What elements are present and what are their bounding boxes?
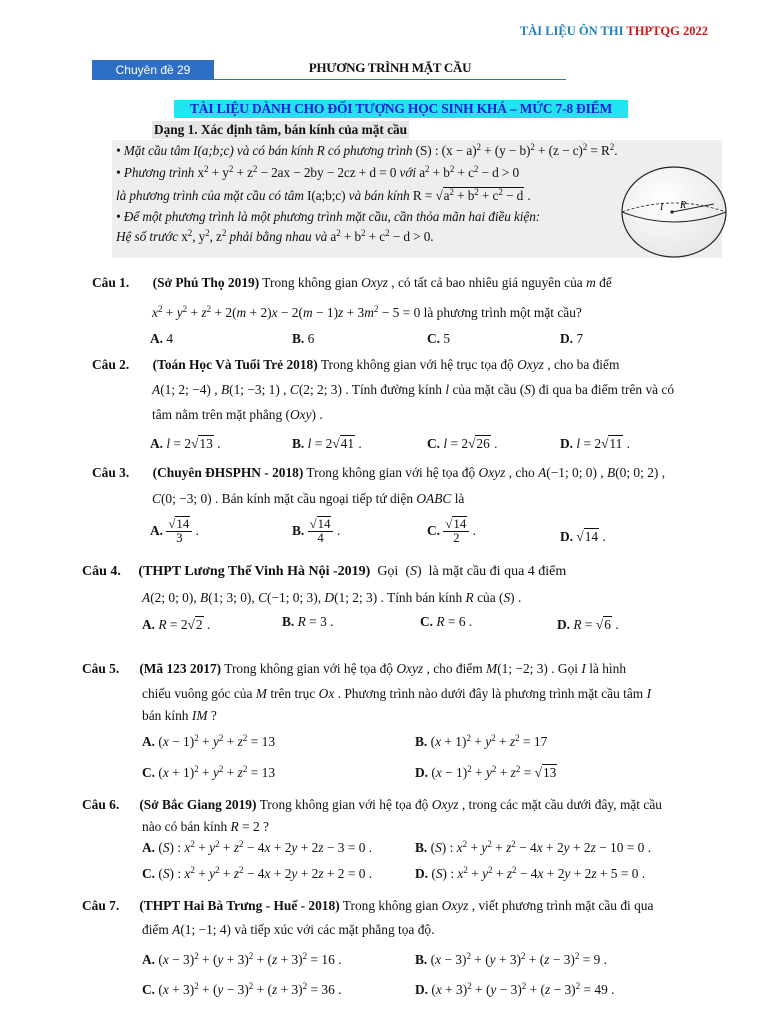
- question-text: , viết phương trình mặt cầu đi qua: [471, 898, 654, 913]
- question-label: Câu 4.: [82, 564, 121, 579]
- question-text: . Gọi: [551, 661, 579, 676]
- answer-option[interactable]: C. $\frac{√14}{2}$ .: [427, 517, 476, 546]
- question-1-line-2: $x^2 + y^2 + z^2 + 2(m + 2)x - 2(m - 1)z + 3m^2 - 5 = 0$ là phương trình một mặt cầu?: [152, 304, 582, 320]
- question-label: Câu 5.: [82, 661, 120, 676]
- answer-option[interactable]: B. (S) : $x^2 + y^2 + z^2 - 4x + 2y + 2z - 10 = 0$ .: [415, 839, 652, 855]
- question-label: Câu 6.: [82, 797, 120, 812]
- answer-option[interactable]: B. R = 3 .: [282, 614, 334, 629]
- answer-option[interactable]: C. $(x + 3)^2 + (y - 3)^2 + (z + 3)^2 = 36$ .: [142, 981, 342, 997]
- theory-line-2: • Phương trình $x^2 + y^2 + z^2 - 2ax - 2by - 2cz + d = 0$ với $a^2 + b^2 + c^2 - d > 0$: [116, 164, 520, 180]
- question-text: Trong không gian với hệ tọa độ: [306, 465, 476, 480]
- question-6-line-2: nào có bán kính R = 2 ?: [142, 819, 269, 834]
- question-source: (Chuyên ĐHSPHN - 2018): [152, 465, 304, 480]
- question-source: (THPT Hai Bà Trưng - Huế - 2018): [139, 898, 340, 913]
- answer-option[interactable]: D. R = √6 .: [557, 617, 619, 632]
- answer-option[interactable]: A. $\frac{√14}{3}$ .: [150, 517, 199, 546]
- question-text: là mặt cầu đi qua 4 điểm: [428, 564, 567, 579]
- question-source: (Sở Phú Thọ 2019): [152, 275, 260, 290]
- answer-option[interactable]: C. R = 6 .: [420, 614, 473, 629]
- answer-option[interactable]: D. (S) : $x^2 + y^2 + z^2 - 4x + 2y + 2z + 5 = 0$ .: [415, 865, 646, 881]
- level-banner: TÀI LIỆU DÀNH CHO ĐỐI TƯỢNG HỌC SINH KHÁ – MỨC 7-8 ĐIỂM: [174, 100, 628, 118]
- question-text: điểm: [142, 922, 169, 937]
- answer-option[interactable]: C. $(x + 1)^2 + y^2 + z^2 = 13$: [142, 764, 276, 780]
- theory-text: và có bán kính: [236, 143, 314, 158]
- question-2-line-2: A(1; 2; −4) , B(1; −3; 1) , C(2; 2; 3) . Tính đường kính l của mặt cầu (S) đi qua ba điểm trên và có: [152, 382, 675, 397]
- theory-text: là phương trình của mặt cầu có tâm: [116, 188, 304, 203]
- question-label: Câu 3.: [92, 465, 130, 480]
- question-2-line-1: Câu 2. (Toán Học Và Tuổi Trẻ 2018) Trong không gian với hệ trục tọa độ Oxyz , cho ba điểm: [92, 357, 620, 372]
- answer-option[interactable]: B. $(x + 1)^2 + y^2 + z^2 = 17$: [415, 733, 548, 749]
- answer-option[interactable]: B. l = 2√41 .: [292, 436, 362, 451]
- answer-option[interactable]: A. R = 2√2 .: [142, 617, 211, 632]
- question-7-line-2: điểm A(1; −1; 4) và tiếp xúc với các mặt phẳng tọa độ.: [142, 922, 435, 937]
- question-text: , cho điểm: [426, 661, 483, 676]
- doc-label: TÀI LIỆU ÔN THI: [519, 24, 624, 38]
- answer-option[interactable]: D. l = 2√11 .: [560, 436, 631, 451]
- exam-label: THPTQG 2022: [626, 24, 708, 38]
- question-label: Câu 7.: [82, 898, 120, 913]
- question-3-line-2: C(0; −3; 0) . Bán kính mặt cầu ngoại tiếp tứ diện OABC là: [152, 491, 465, 506]
- theory-text: Phương trình: [123, 165, 195, 180]
- sphere-center-label: I: [660, 202, 664, 213]
- question-2-line-3: tâm nằm trên mặt phẳng (Oxy) .: [152, 407, 323, 422]
- answer-option[interactable]: A. (S) : $x^2 + y^2 + z^2 - 4x + 2y + 2z - 3 = 0$ .: [142, 839, 373, 855]
- question-text: . Tính bán kính: [380, 590, 463, 605]
- theory-text: Hệ số trước: [116, 229, 178, 244]
- answer-option[interactable]: D. $(x - 1)^2 + y^2 + z^2 = √13$: [415, 764, 557, 780]
- question-label: Câu 1.: [92, 275, 130, 290]
- answer-option[interactable]: D. 7: [560, 331, 584, 346]
- bullet: •: [116, 209, 121, 224]
- answer-option[interactable]: D. √14 .: [560, 529, 606, 544]
- question-text: Trong không gian với hệ tọa độ: [259, 797, 429, 812]
- theory-line-4: [116, 209, 540, 225]
- question-source: (Mã 123 2017): [139, 661, 222, 676]
- theory-text: và bán kính: [348, 188, 410, 203]
- theory-text: với: [399, 165, 416, 180]
- answer-option[interactable]: C. (S) : $x^2 + y^2 + z^2 - 4x + 2y + 2z + 2 = 0$ .: [142, 865, 373, 881]
- question-text: Trong không gian: [262, 275, 358, 290]
- answer-option[interactable]: D. $(x + 3)^2 + (y - 3)^2 + (z - 3)^2 = 49$ .: [415, 981, 615, 997]
- question-5-line-2: chiếu vuông góc của M trên trục Ox . Phương trình nào dưới đây là phương trình mặt cầu tâm I: [142, 686, 652, 701]
- answer-option[interactable]: B. 6: [292, 331, 315, 346]
- question-5-line-3: bán kính IM ?: [142, 708, 217, 723]
- question-4-line-1: Câu 4. (THPT Lương Thế Vinh Hà Nội -2019) Gọi (S) là mặt cầu đi qua 4 điểm: [82, 564, 567, 579]
- question-text: đi qua ba điểm trên và có: [538, 382, 675, 397]
- topic-title: PHƯƠNG TRÌNH MẶT CẦU: [308, 60, 472, 75]
- question-text: Trong không gian: [342, 898, 439, 913]
- theory-text: Mặt cầu tâm: [123, 143, 190, 158]
- question-text: , trong các mặt cầu dưới đây, mặt cầu: [461, 797, 662, 812]
- question-text: Gọi: [377, 564, 399, 579]
- theory-line-1: • Mặt cầu tâm I(a;b;c) và có bán kính R có phương trình (S) : $(x - a)^2 + (y - b)^2 + (z - c)^2 = R^2$.: [116, 142, 618, 158]
- question-source: (Sở Bắc Giang 2019): [139, 797, 257, 812]
- bullet: •: [116, 165, 121, 180]
- topic-badge: Chuyên đề 29: [92, 60, 214, 80]
- question-text: là hình: [589, 661, 627, 676]
- question-source: (THPT Lương Thế Vinh Hà Nội -2019): [138, 564, 371, 579]
- question-text: . Phương trình nào dưới đây là phương trình mặt cầu tâm: [337, 686, 644, 701]
- bullet: •: [116, 143, 121, 158]
- question-text: . Tính đường kính: [345, 382, 442, 397]
- sphere-radius-label: R: [680, 200, 687, 211]
- answer-option[interactable]: A. l = 2√13 .: [150, 436, 221, 451]
- question-4-line-2: A(2; 0; 0), B(1; 3; 0), C(−1; 0; 3), D(1; 2; 3) . Tính bán kính R của (S) .: [142, 590, 522, 605]
- answer-option[interactable]: C. l = 2√26 .: [427, 436, 498, 451]
- question-1-line-1: Câu 1. (Sở Phú Thọ 2019) Trong không gian Oxyz , có tất cả bao nhiêu giá nguyên của m để: [92, 275, 612, 290]
- question-text: . Bán kính mặt cầu ngoại tiếp tứ diện: [214, 491, 414, 506]
- theory-text: có phương trình: [327, 143, 413, 158]
- answer-option[interactable]: A. $(x - 3)^2 + (y + 3)^2 + (z + 3)^2 = 16$ .: [142, 951, 342, 967]
- question-text: tâm nằm trên mặt phẳng: [152, 407, 283, 422]
- theory-line-3: là phương trình của mặt cầu có tâm I(a;b;c) và bán kính $R = √a^2 + b^2 + c^2 - d$ .: [116, 187, 531, 203]
- header-divider: [214, 79, 566, 80]
- question-text: và tiếp xúc với các mặt phẳng tọa độ.: [234, 922, 435, 937]
- question-text: của: [477, 590, 496, 605]
- question-text: bán kính: [142, 708, 189, 723]
- question-text: chiếu vuông góc của: [142, 686, 253, 701]
- question-text: Trong không gian với hệ tọa độ: [224, 661, 394, 676]
- question-text: của mặt cầu: [452, 382, 517, 397]
- question-text: , có tất cả bao nhiêu giá nguyên của: [391, 275, 583, 290]
- question-text: , cho ba điểm: [547, 357, 620, 372]
- answer-option[interactable]: A. 4: [150, 331, 174, 346]
- question-6-line-1: Câu 6. (Sở Bắc Giang 2019) Trong không gian với hệ tọa độ Oxyz , trong các mặt cầu dưới đây, mặt cầu: [82, 797, 662, 812]
- question-text: là: [454, 491, 465, 506]
- answer-option[interactable]: B. $\frac{√14}{4}$ .: [292, 517, 341, 546]
- question-text: , cho: [508, 465, 535, 480]
- theory-text: phải bằng nhau và: [229, 229, 328, 244]
- document-header-label: [520, 24, 708, 39]
- question-text: trên trục: [270, 686, 316, 701]
- question-text: là phương trình một mặt cầu?: [423, 305, 582, 320]
- question-text: để: [599, 275, 612, 290]
- sphere-diagram: [618, 164, 730, 260]
- theory-text: Để một phương trình là một phương trình mặt cầu, cần thỏa mãn hai điều kiện:: [123, 209, 541, 224]
- question-label: Câu 2.: [92, 357, 130, 372]
- question-text: nào có bán kính: [142, 819, 228, 834]
- answer-option[interactable]: A. $(x - 1)^2 + y^2 + z^2 = 13$: [142, 733, 276, 749]
- question-text: Trong không gian với hệ trục tọa độ: [320, 357, 514, 372]
- question-3-line-1: Câu 3. (Chuyên ĐHSPHN - 2018) Trong không gian với hệ tọa độ Oxyz , cho A(−1; 0; 0) , B(0; 0; 2) ,: [92, 465, 666, 480]
- question-7-line-1: Câu 7. (THPT Hai Bà Trưng - Huế - 2018) Trong không gian Oxyz , viết phương trình mặt cầu đi qua: [82, 898, 654, 913]
- question-source: (Toán Học Và Tuổi Trẻ 2018): [152, 357, 318, 372]
- answer-option[interactable]: B. $(x - 3)^2 + (y + 3)^2 + (z - 3)^2 = 9$ .: [415, 951, 608, 967]
- question-5-line-1: Câu 5. (Mã 123 2017) Trong không gian với hệ tọa độ Oxyz , cho điểm M(1; −2; 3) . Gọi I là hình: [82, 661, 627, 676]
- section-heading: Dạng 1. Xác định tâm, bán kính của mặt cầu: [154, 122, 408, 137]
- answer-option[interactable]: C. 5: [427, 331, 451, 346]
- theory-line-5: Hệ số trước $x^2$, $y^2$, $z^2$ phải bằng nhau và $a^2 + b^2 + c^2 - d > 0$.: [116, 228, 434, 244]
